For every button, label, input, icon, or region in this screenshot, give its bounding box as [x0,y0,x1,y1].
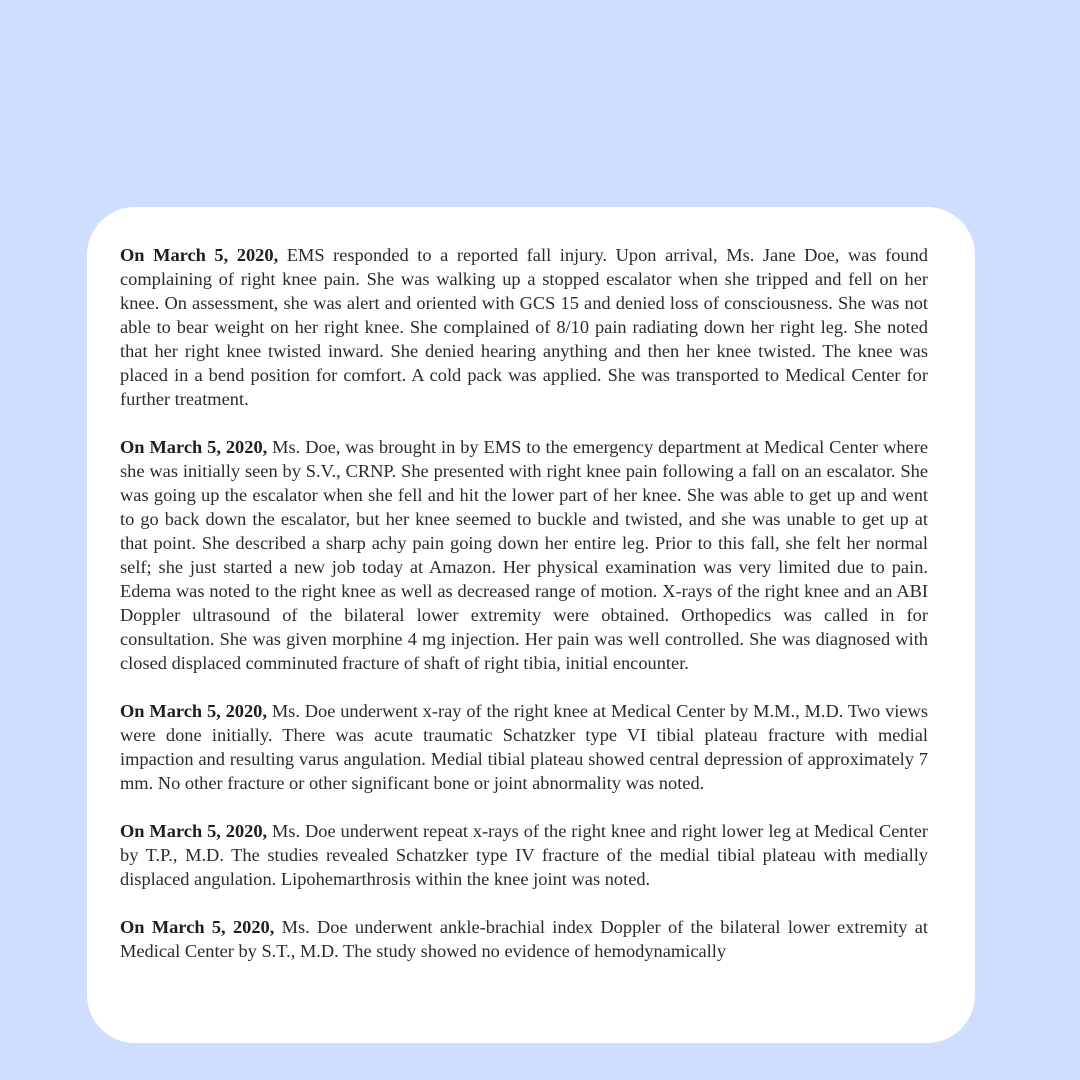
paragraph-text: Ms. Doe underwent x-ray of the right knee at Medical Center by M.M., M.D. Two views were done initially. There was acute traumatic Schatzker type VI tibial plateau fracture with medial impaction and resulting varus angulation. Medial tibial plateau showed central depression of approximately 7 mm. No other fracture or other significant bone or joint abnormality was noted. [120,701,928,793]
paragraph-text: Ms. Doe underwent repeat x-rays of the right knee and right lower leg at Medical Center by T.P., M.D. The studies revealed Schatzker type IV fracture of the medial tibial plateau with medially displaced angulation. Lipohemarthrosis within the knee joint was noted. [120,821,928,889]
paragraph-2 [120,435,928,675]
paragraph-text: Ms. Doe, was brought in by EMS to the emergency department at Medical Center where she was initially seen by S.V., CRNP. She presented with right knee pain following a fall on an escalator. She was going up the escalator when she fell and hit the lower part of her knee. She was able to get up and went to go back down the escalator, but her knee seemed to buckle and twisted, and she was unable to get up at that point. She described a sharp achy pain going down her entire leg. Prior to this fall, she felt her normal self; she just started a new job today at Amazon. Her physical examination was very limited due to pain. Edema was noted to the right knee as well as decreased range of motion. X-rays of the right knee and an ABI Doppler ultrasound of the bilateral lower extremity were obtained. Orthopedics was called in for consultation. She was given morphine 4 mg injection. Her pain was well controlled. She was diagnosed with closed displaced comminuted fracture of shaft of right tibia, initial encounter. [120,437,928,673]
paragraph-3 [120,699,928,795]
document-body [120,243,928,987]
document-card [87,207,975,1043]
paragraph-5 [120,915,928,963]
paragraph-date: On March 5, 2020, [120,245,279,265]
paragraph-date: On March 5, 2020, [120,821,268,841]
paragraph-date: On March 5, 2020, [120,701,267,721]
paragraph-text: EMS responded to a reported fall injury. Upon arrival, Ms. Jane Doe, was found complaining of right knee pain. She was walking up a stopped escalator when she tripped and fell on her knee. On assessment, she was alert and oriented with GCS 15 and denied loss of consciousness. She was not able to bear weight on her right knee. She complained of 8/10 pain radiating down her right leg. She noted that her right knee twisted inward. She denied hearing anything and then her knee twisted. The knee was placed in a bend position for comfort. A cold pack was applied. She was transported to Medical Center for further treatment. [120,245,928,409]
paragraph-1 [120,243,928,411]
paragraph-date: On March 5, 2020, [120,437,268,457]
paragraph-date: On March 5, 2020, [120,917,275,937]
paragraph-4 [120,819,928,891]
paragraph-text: Ms. Doe underwent ankle-brachial index Doppler of the bilateral lower extremity at Medical Center by S.T., M.D. The study showed no evidence of hemodynamically [120,917,928,961]
